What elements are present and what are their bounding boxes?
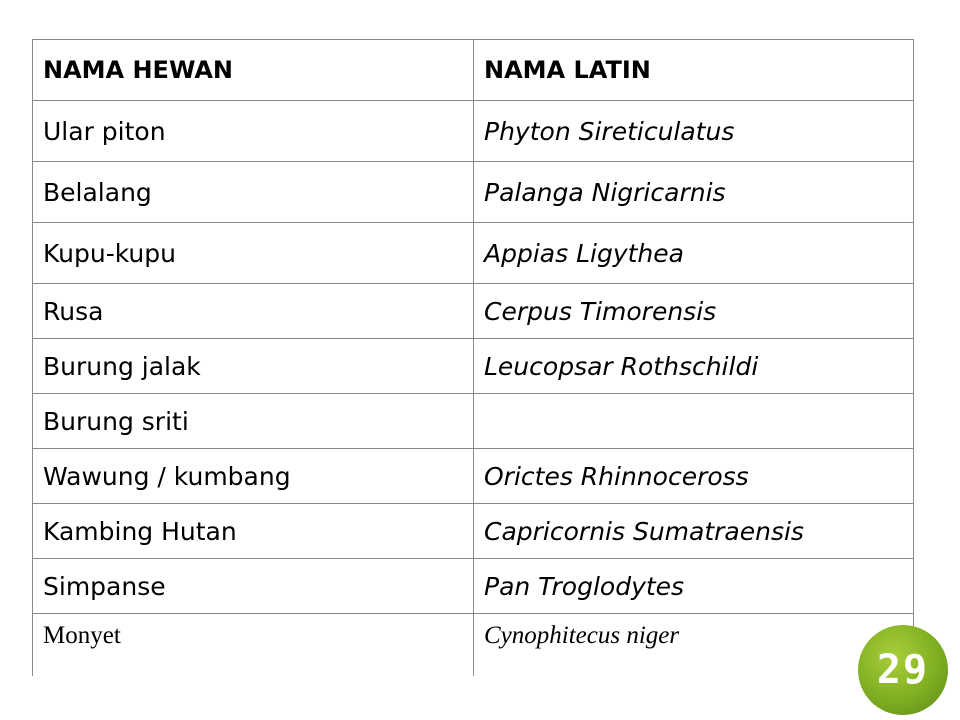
animal-name: Monyet — [33, 614, 474, 677]
table-row — [33, 614, 914, 677]
table-row — [33, 449, 914, 504]
animal-name: Wawung / kumbang — [33, 449, 474, 504]
latin-name: Orictes Rhinnoceross — [474, 449, 914, 504]
animal-name: Rusa — [33, 284, 474, 339]
table-row — [33, 559, 914, 614]
animal-name: Kupu-kupu — [33, 223, 474, 284]
table-header-row — [33, 40, 914, 101]
latin-name: Leucopsar Rothschildi — [474, 339, 914, 394]
animal-name: Burung jalak — [33, 339, 474, 394]
header-nama-hewan: NAMA HEWAN — [33, 40, 474, 101]
table-row — [33, 162, 914, 223]
table-row — [33, 101, 914, 162]
latin-name: Palanga Nigricarnis — [474, 162, 914, 223]
latin-name: Appias Ligythea — [474, 223, 914, 284]
latin-name — [474, 394, 914, 449]
latin-name: Cerpus Timorensis — [474, 284, 914, 339]
latin-name: Pan Troglodytes — [474, 559, 914, 614]
table-row — [33, 394, 914, 449]
table-row — [33, 284, 914, 339]
latin-name: Phyton Sireticulatus — [474, 101, 914, 162]
animal-name: Burung sriti — [33, 394, 474, 449]
page-number-badge: 29 — [858, 625, 948, 715]
latin-name: Cynophitecus niger — [474, 614, 914, 677]
animal-table — [32, 39, 914, 676]
header-nama-latin: NAMA LATIN — [474, 40, 914, 101]
table-row — [33, 339, 914, 394]
table-row — [33, 223, 914, 284]
table-row — [33, 504, 914, 559]
latin-name: Capricornis Sumatraensis — [474, 504, 914, 559]
animal-name: Simpanse — [33, 559, 474, 614]
animal-name: Belalang — [33, 162, 474, 223]
animal-name: Ular piton — [33, 101, 474, 162]
animal-name: Kambing Hutan — [33, 504, 474, 559]
